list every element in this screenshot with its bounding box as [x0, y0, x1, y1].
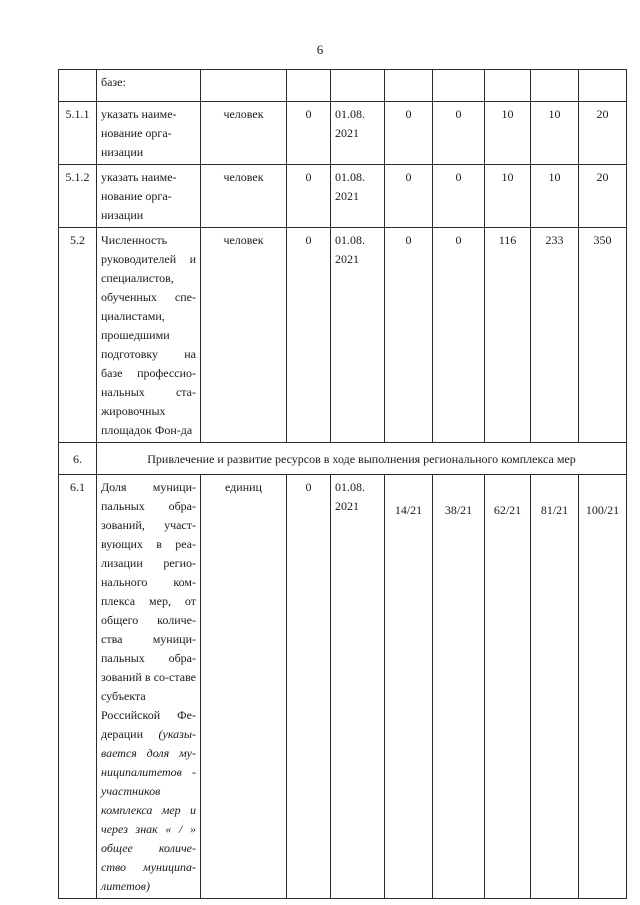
indicators-table	[58, 69, 627, 899]
base-value-cell: 0	[287, 228, 331, 443]
base-date-cell: 01.08. 2021	[331, 228, 385, 443]
base-value-cell: 0	[287, 165, 331, 228]
unit-cell: человек	[201, 228, 287, 443]
table-row	[59, 165, 627, 228]
value-cell-5: 350	[579, 228, 627, 443]
base-value-cell: 0	[287, 102, 331, 165]
value-cell-1: 0	[385, 228, 433, 443]
base-value-cell: 0	[287, 475, 331, 899]
value-cell-4: 81/21	[531, 475, 579, 899]
section-title: Привлечение и развитие ресурсов в ходе выполнения регионального комплекса мер	[97, 443, 627, 475]
value-cell-2: 38/21	[433, 475, 485, 899]
row-number: 5.1.2	[59, 165, 97, 228]
value-cell-2: 0	[433, 102, 485, 165]
indicator-name-note: (указы-вается доля му-ниципалитетов - участников комплекса мер и через знак « / » общее количе-ство муниципа-литетов)	[101, 727, 196, 893]
indicator-name: указать наиме-нование орга-низации	[97, 102, 201, 165]
value-cell-3: 62/21	[485, 475, 531, 899]
base-date-cell: 01.08. 2021	[331, 475, 385, 899]
section-number: 6.	[59, 443, 97, 475]
value-cell-5: 20	[579, 102, 627, 165]
page-number: 6	[316, 42, 324, 57]
indicator-name	[97, 475, 201, 899]
row-number: 5.1.1	[59, 102, 97, 165]
value-cell-4: 10	[531, 165, 579, 228]
value-cell-3: 116	[485, 228, 531, 443]
value-cell-3: 10	[485, 165, 531, 228]
table-row	[59, 228, 627, 443]
base-date-cell: 01.08. 2021	[331, 102, 385, 165]
row-number: 5.2	[59, 228, 97, 443]
unit-cell: человек	[201, 102, 287, 165]
value-cell-1: 0	[385, 102, 433, 165]
table-row	[59, 70, 627, 102]
indicator-name: указать наиме-нование орга-низации	[97, 165, 201, 228]
indicator-name: Численность руководителей и специалистов, обученных спе-циалистами, прошедшими подготовку на базе профессио-нальных ста-жировочных площадок Фон-да	[97, 228, 201, 443]
value-cell-5: 20	[579, 165, 627, 228]
value-cell-4: 233	[531, 228, 579, 443]
table-row	[59, 475, 627, 899]
value-cell-1: 0	[385, 165, 433, 228]
section-row	[59, 443, 627, 475]
value-cell-4: 10	[531, 102, 579, 165]
value-cell-5: 100/21	[579, 475, 627, 899]
value-cell-3: 10	[485, 102, 531, 165]
value-cell-2: 0	[433, 228, 485, 443]
unit-cell: человек	[201, 165, 287, 228]
indicator-name-text: Доля муници-пальных обра-зований, участ-вующих в реа-лизации регио-нального ком-плекса мер, от общего количе-ства муници-пальных обра-зований в со-ставе субъекта Российской Фе-дерации	[101, 480, 196, 741]
table-row	[59, 102, 627, 165]
row-number	[59, 70, 97, 102]
base-date-cell: 01.08. 2021	[331, 165, 385, 228]
value-cell-1: 14/21	[385, 475, 433, 899]
indicator-name: базе:	[97, 70, 201, 102]
row-number: 6.1	[59, 475, 97, 899]
value-cell-2: 0	[433, 165, 485, 228]
unit-cell: единиц	[201, 475, 287, 899]
